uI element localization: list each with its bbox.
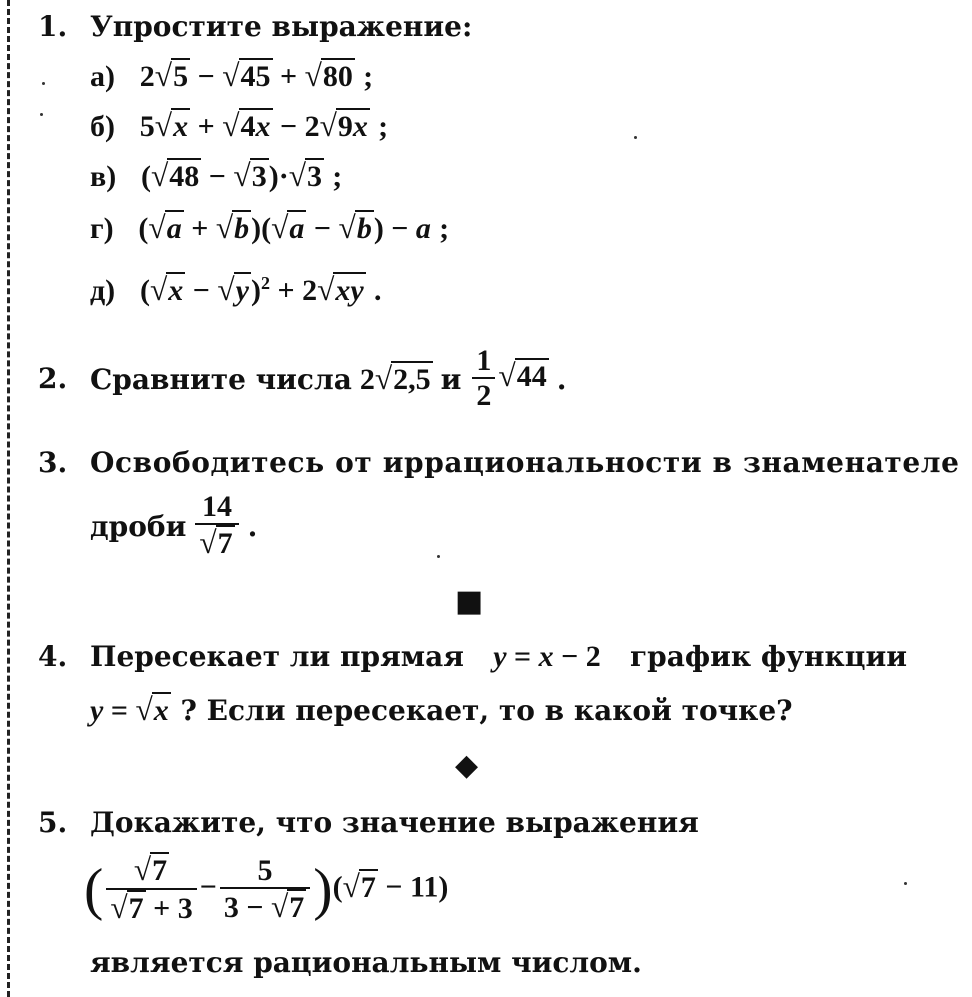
item-g: [90, 210, 449, 246]
item-d: [90, 272, 382, 308]
expression-row: [84, 842, 448, 938]
item-label: д): [90, 274, 116, 307]
expression: y = √x: [90, 692, 169, 727]
task-number: 3.: [38, 446, 68, 479]
conjunction: и: [440, 362, 462, 396]
task-number: 4.: [38, 640, 68, 673]
task-text: Сравните числа: [90, 362, 352, 396]
item-label: б): [90, 110, 115, 143]
item-a: [90, 58, 373, 94]
cut-line: [7, 0, 10, 997]
task-text-row: [90, 344, 566, 414]
task-text: Освободитесь от иррациональности в знаменателе: [90, 446, 960, 479]
expression: 2√2,5: [359, 361, 431, 396]
task-text: ? Если пересекает, то в какой точке?: [180, 694, 793, 727]
task-end: .: [247, 509, 258, 543]
task-text-row: [90, 486, 257, 566]
item-end: ;: [332, 160, 343, 193]
speck: [42, 82, 45, 85]
expression: (√48 − √3)·√3: [141, 158, 322, 193]
expression: ( $\frac{√7}{√7 + 3}$ − $\frac{5}{3 - √7}$ )(√7 − 11): [84, 852, 449, 926]
item-label: а): [90, 60, 115, 93]
item-b: [90, 108, 388, 144]
item-end: ;: [363, 60, 374, 93]
item-label: в): [90, 160, 117, 193]
speck: [634, 136, 637, 139]
task-number: 2.: [38, 362, 68, 395]
square-separator: ■: [455, 584, 484, 619]
item-end: ;: [378, 110, 389, 143]
item-label: г): [90, 212, 114, 245]
expression: (√a + √b)(√a − √b) − a: [138, 210, 431, 245]
expression: $(√x - √y)^2 + 2√xy$: [139, 272, 364, 307]
task-number: 1.: [38, 10, 68, 43]
task-text-row: [90, 640, 907, 674]
task-text: Пересекает ли прямая: [90, 640, 464, 673]
task-text: дроби: [90, 509, 187, 543]
item-end: .: [374, 274, 382, 307]
expression: y = x − 2: [493, 640, 601, 673]
task-text: Упростите выражение:: [90, 10, 473, 43]
task-text: является рациональным числом.: [90, 946, 642, 979]
task-number: 5.: [38, 806, 68, 839]
item-end: ;: [439, 212, 450, 245]
expression: 2√5 − √45 + √80: [139, 58, 353, 93]
speck: [437, 555, 440, 558]
task-text: Докажите, что значение выражения: [90, 806, 699, 839]
speck: [40, 113, 43, 116]
expression: $\frac{14}{√7}$: [192, 490, 241, 562]
item-v: [90, 158, 342, 194]
expression: $\frac{1}{2}$ √44: [469, 344, 548, 414]
task-end: .: [556, 362, 567, 396]
task-text: график функции: [630, 640, 907, 673]
expression: 5√x + √4x − 2√9x: [139, 108, 368, 143]
speck: [904, 882, 907, 885]
task-text-row: [90, 692, 793, 728]
diamond-separator: ◆: [455, 748, 479, 783]
